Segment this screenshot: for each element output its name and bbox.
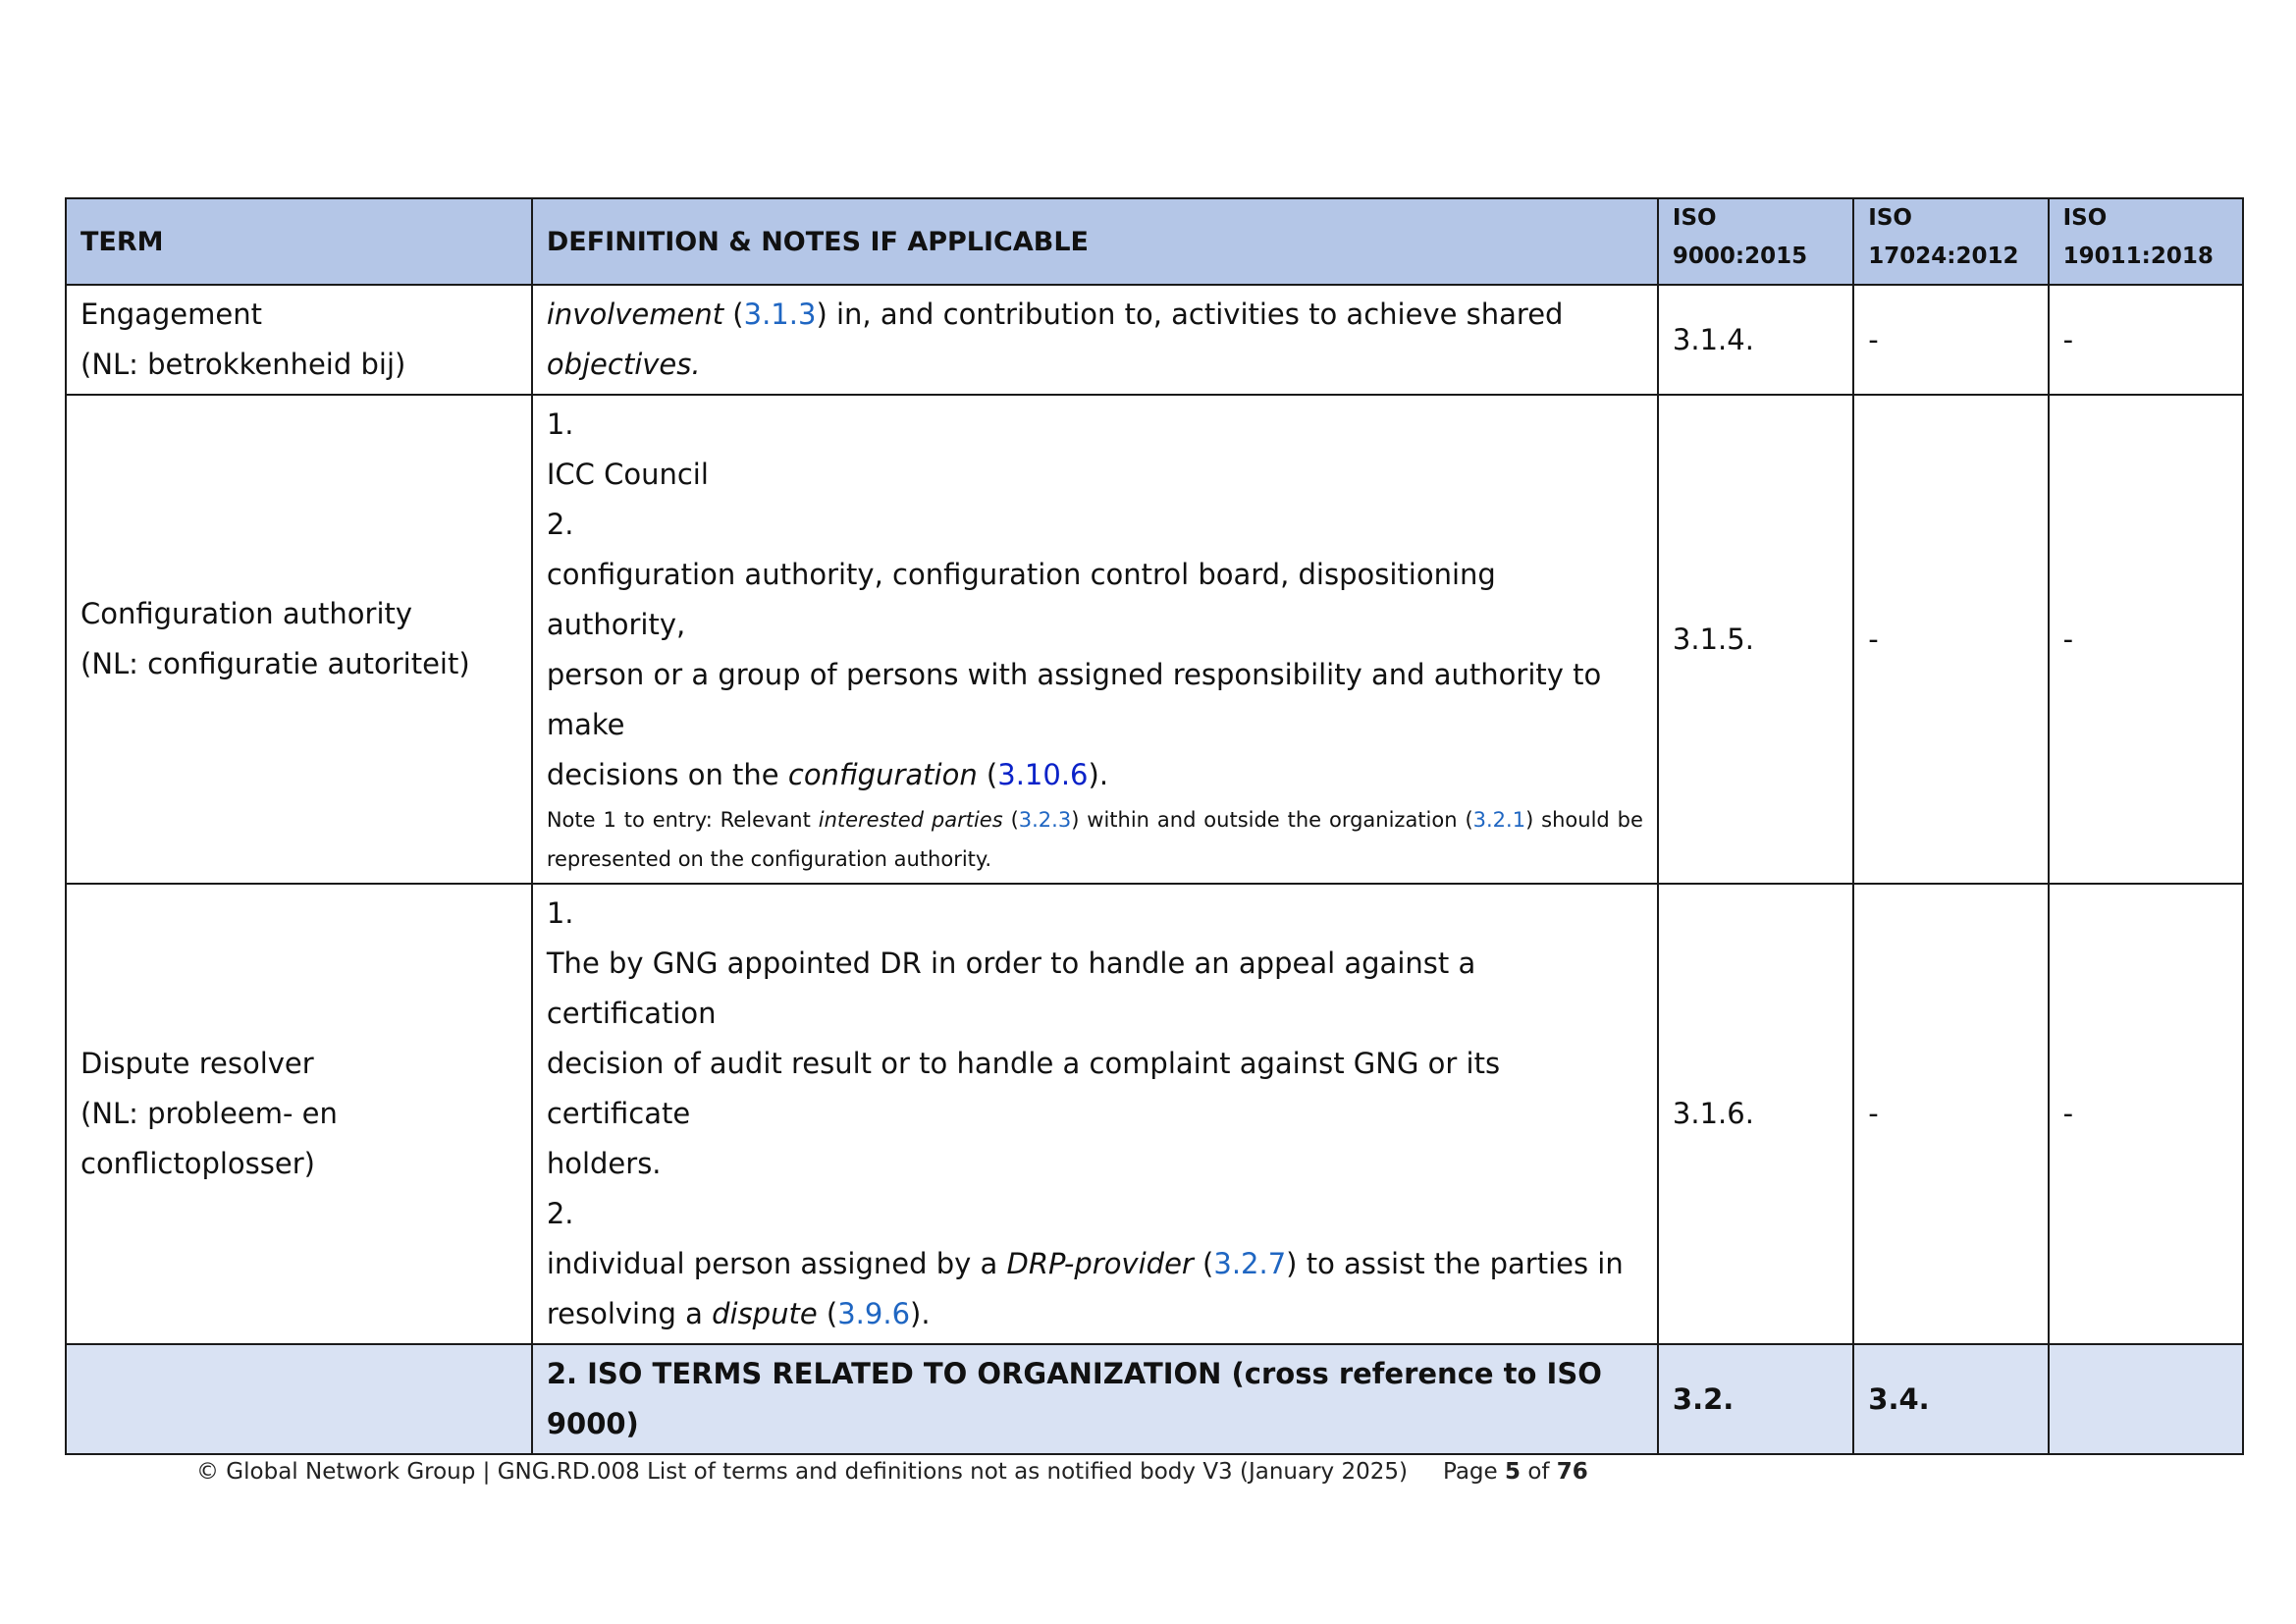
header-iso19011-l2: 19011:2018: [2062, 244, 2214, 269]
term-name: Configuration authority: [80, 597, 413, 630]
note-to-entry: Note 1 to entry: Relevant interested parties (3.2.3) within and outside the organization (3.2.1) should be represented on the configuration authority.: [546, 808, 1643, 871]
cross-ref-link[interactable]: 3.9.6: [837, 1297, 911, 1330]
def-line: resolving a dispute (3.9.6).: [546, 1297, 931, 1330]
term-nl: conflictoplosser): [80, 1147, 315, 1180]
def-text: ) in, and contribution to, activities to achieve shared: [816, 298, 1564, 331]
header-iso19011: [2049, 198, 2243, 285]
cross-ref-link[interactable]: 3.10.6: [997, 758, 1089, 791]
iso19011-cell: -: [2049, 395, 2243, 884]
definition-cell: [532, 285, 1658, 395]
section-empty-cell: [66, 1344, 532, 1454]
definition-cell: [532, 884, 1658, 1344]
definition-cell: [532, 395, 1658, 884]
table-header-row: [66, 198, 2243, 285]
term-cell: [66, 884, 532, 1344]
term-name: Engagement: [80, 298, 262, 331]
def-text: holders.: [546, 1147, 662, 1180]
def-text: ) to assist the parties in: [1286, 1247, 1624, 1280]
page-indicator: [1443, 1459, 1588, 1485]
term-cell: [66, 285, 532, 395]
table-row: [66, 395, 2243, 884]
note-italic: interested parties: [818, 808, 1003, 832]
header-iso17024-l1: ISO: [1868, 205, 1912, 231]
def-italic: objectives.: [546, 348, 701, 381]
def-text: decision of audit result or to handle a complaint against GNG or its certificate: [546, 1047, 1501, 1130]
section-title-cell: [532, 1344, 1658, 1454]
header-iso9000-l1: ISO: [1672, 205, 1717, 231]
section-iso17024-cell: 3.4.: [1853, 1344, 2048, 1454]
note-text: ) should be represented on the configuration authority.: [546, 808, 1643, 871]
terms-table: [65, 197, 2244, 1455]
footer-text: © Global Network Group | GNG.RD.008 List of terms and definitions not as notified body V3 (January 2025): [196, 1459, 1408, 1485]
section-title-l2: 9000): [546, 1407, 639, 1440]
page-label: Page: [1442, 1459, 1498, 1485]
header-term: TERM: [66, 198, 532, 285]
page-total: 76: [1556, 1459, 1588, 1485]
header-iso9000-l2: 9000:2015: [1672, 244, 1808, 269]
of-label: of: [1527, 1459, 1550, 1485]
term-name: Dispute resolver: [80, 1047, 314, 1080]
def-text: configuration authority, configuration control board, dispositioning authority,: [546, 558, 1496, 641]
cross-ref-link[interactable]: 3.2.3: [1018, 808, 1072, 832]
section-iso19011-cell: [2049, 1344, 2243, 1454]
term-cell: [66, 395, 532, 884]
iso19011-cell: -: [2049, 285, 2243, 395]
page-number: 5: [1504, 1459, 1521, 1485]
header-iso17024: [1853, 198, 2048, 285]
def-text: person or a group of persons with assigned responsibility and authority to make: [546, 658, 1602, 741]
header-definition: DEFINITION & NOTES IF APPLICABLE: [532, 198, 1658, 285]
section-row: [66, 1344, 2243, 1454]
iso17024-cell: -: [1853, 285, 2048, 395]
header-iso17024-l2: 17024:2012: [1868, 244, 2019, 269]
iso9000-cell: 3.1.5.: [1658, 395, 1853, 884]
cross-ref-link[interactable]: 3.1.3: [743, 298, 817, 331]
note-text: ) within and outside the organization (: [1071, 808, 1473, 832]
section-iso9000-cell: 3.2.: [1658, 1344, 1853, 1454]
cross-ref-link[interactable]: 3.2.1: [1472, 808, 1526, 832]
table-row: [66, 285, 2243, 395]
def-italic: dispute: [712, 1297, 818, 1330]
def-text: decisions on the: [546, 758, 788, 791]
def-text: individual person assigned by a: [546, 1247, 1007, 1280]
term-nl: (NL: probleem- en: [80, 1097, 338, 1130]
iso9000-cell: 3.1.6.: [1658, 884, 1853, 1344]
def-line3: decisions on the configuration (3.10.6).: [546, 758, 1109, 791]
cross-ref-link[interactable]: 3.2.7: [1213, 1247, 1287, 1280]
section-title-l1: 2. ISO TERMS RELATED TO ORGANIZATION (cross reference to ISO: [546, 1357, 1602, 1390]
term-nl: (NL: configuratie autoriteit): [80, 647, 470, 680]
iso9000-cell: 3.1.4.: [1658, 285, 1853, 395]
term-nl: (NL: betrokkenheid bij): [80, 348, 406, 381]
def-italic: involvement: [546, 298, 724, 331]
def-number: 2.: [546, 508, 574, 541]
def-number: 2.: [546, 1197, 574, 1230]
def-italic: configuration: [787, 758, 978, 791]
def-text: ICC Council: [546, 458, 709, 491]
iso17024-cell: -: [1853, 395, 2048, 884]
def-italic: DRP-provider: [1006, 1247, 1194, 1280]
page-footer: [196, 1459, 1588, 1485]
def-number: 1.: [546, 896, 574, 930]
def-text: resolving a: [546, 1297, 713, 1330]
def-number: 1.: [546, 407, 574, 441]
header-iso9000: [1658, 198, 1853, 285]
header-iso19011-l1: ISO: [2062, 205, 2108, 231]
def-line: individual person assigned by a DRP-provider (3.2.7) to assist the parties in: [546, 1247, 1624, 1280]
def-text: The by GNG appointed DR in order to handle an appeal against a certification: [546, 947, 1476, 1030]
iso19011-cell: -: [2049, 884, 2243, 1344]
def-text: (: [723, 298, 744, 331]
iso17024-cell: -: [1853, 884, 2048, 1344]
table-row: [66, 884, 2243, 1344]
note-text: Note 1 to entry: Relevant: [546, 808, 819, 832]
